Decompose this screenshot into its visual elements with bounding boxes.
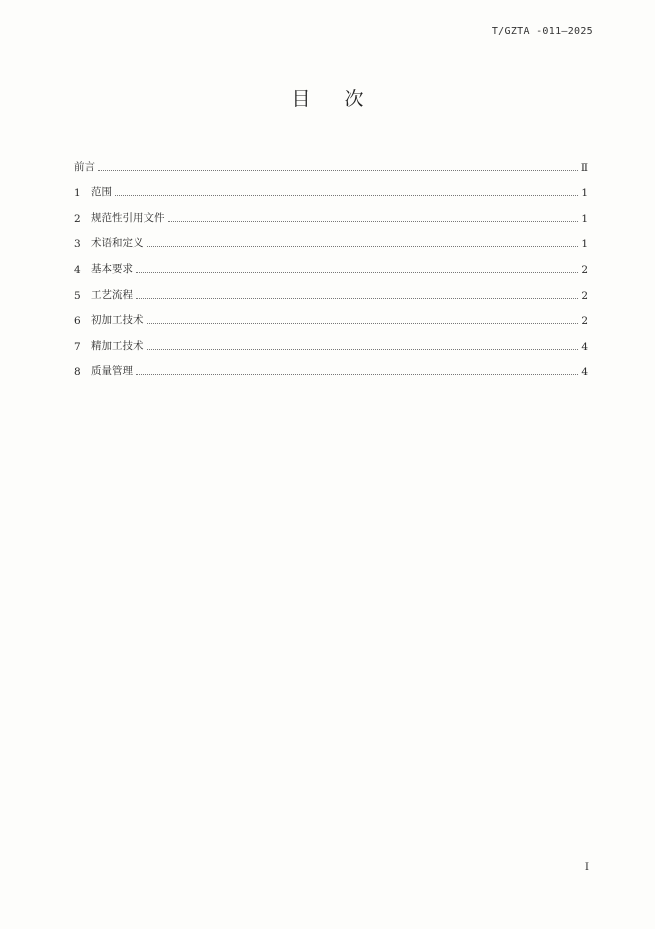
page-number: I bbox=[584, 861, 589, 873]
table-of-contents bbox=[74, 148, 588, 378]
toc-entry-label: 初加工技术 bbox=[91, 314, 144, 327]
toc-entry-page: Ⅱ bbox=[580, 161, 588, 174]
toc-entry-label: 基本要求 bbox=[91, 262, 133, 275]
toc-entry-page: 2 bbox=[581, 289, 588, 302]
toc-entry-terms-definitions[interactable] bbox=[74, 225, 588, 251]
toc-entry-page: 1 bbox=[581, 187, 588, 200]
toc-entry-page: 4 bbox=[581, 340, 588, 353]
toc-entry-number: 7 bbox=[74, 340, 81, 353]
dot-leader bbox=[147, 323, 579, 324]
dot-leader bbox=[136, 272, 578, 273]
toc-entry-page: 1 bbox=[581, 212, 588, 225]
dot-leader bbox=[115, 195, 578, 196]
dot-leader bbox=[136, 298, 578, 299]
toc-entry-page: 2 bbox=[581, 315, 588, 328]
toc-entry-label: 规范性引用文件 bbox=[91, 211, 165, 224]
toc-entry-number: 1 bbox=[74, 187, 81, 200]
dot-leader bbox=[98, 170, 578, 171]
toc-entry-foreword[interactable] bbox=[74, 148, 588, 174]
toc-entry-number: 2 bbox=[74, 212, 81, 225]
toc-entry-primary-processing[interactable] bbox=[74, 302, 588, 328]
toc-entry-label: 精加工技术 bbox=[91, 339, 144, 352]
dot-leader bbox=[168, 221, 579, 222]
toc-entry-basic-requirements[interactable] bbox=[74, 250, 588, 276]
toc-entry-label: 工艺流程 bbox=[91, 288, 133, 301]
toc-entry-number: 3 bbox=[74, 238, 81, 251]
toc-entry-page: 4 bbox=[581, 366, 588, 379]
dot-leader bbox=[147, 349, 579, 350]
toc-entry-label: 范围 bbox=[91, 186, 112, 199]
toc-entry-number: 4 bbox=[74, 263, 81, 276]
toc-entry-number: 5 bbox=[74, 289, 81, 302]
toc-entry-page: 2 bbox=[581, 263, 588, 276]
toc-entry-fine-processing[interactable] bbox=[74, 327, 588, 353]
toc-entry-label: 质量管理 bbox=[91, 365, 133, 378]
document-code: T/GZTA -011—2025 bbox=[491, 26, 593, 37]
dot-leader bbox=[136, 374, 578, 375]
toc-entry-number: 6 bbox=[74, 315, 81, 328]
toc-entry-quality-management[interactable] bbox=[74, 353, 588, 379]
toc-entry-normative-references[interactable] bbox=[74, 199, 588, 225]
page-title: 目次 bbox=[291, 88, 398, 110]
toc-entry-process-flow[interactable] bbox=[74, 276, 588, 302]
toc-entry-label: 术语和定义 bbox=[91, 237, 144, 250]
toc-entry-label: 前言 bbox=[74, 160, 95, 173]
toc-entry-number: 8 bbox=[74, 366, 81, 379]
toc-entry-scope[interactable] bbox=[74, 174, 588, 200]
dot-leader bbox=[147, 246, 579, 247]
toc-entry-page: 1 bbox=[581, 238, 588, 251]
